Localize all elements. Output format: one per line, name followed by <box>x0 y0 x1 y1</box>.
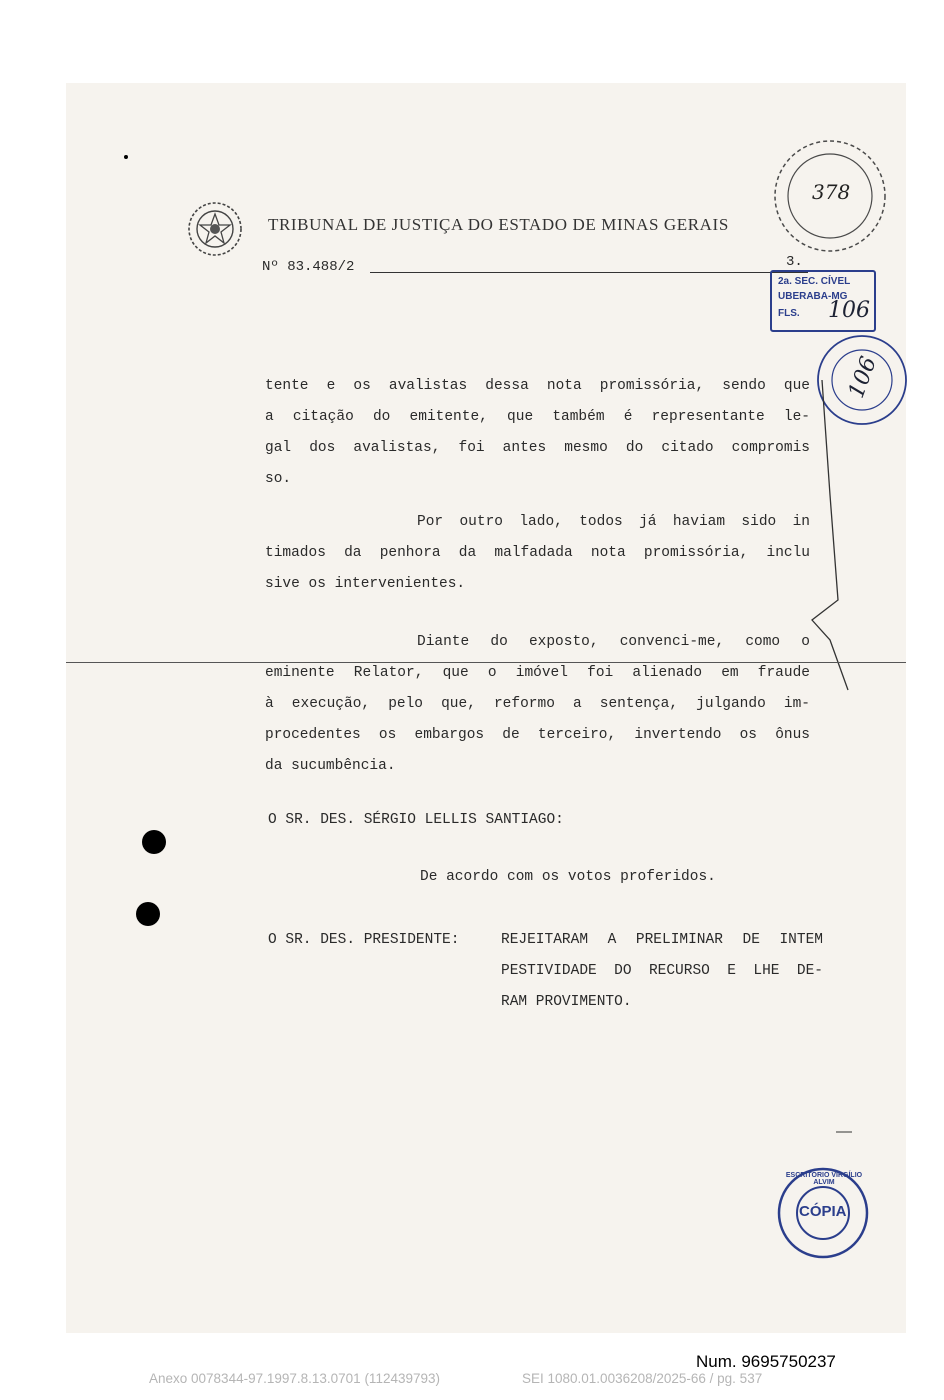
text-line: a citação do emitente, que também é representante le- <box>265 409 810 425</box>
margin-scribble <box>812 380 848 690</box>
speck <box>124 155 128 159</box>
court-header: TRIBUNAL DE JUSTIÇA DO ESTADO DE MINAS GERAIS <box>268 215 729 234</box>
side-circle-handwriting: 106 <box>844 353 882 402</box>
text-line: Por outro lado, todos já haviam sido in <box>417 514 810 530</box>
document-number: Num. 9695750237 <box>696 1352 836 1371</box>
speaker-1-vote <box>420 862 944 893</box>
speaker-name: O SR. DES. SÉRGIO LELLIS SANTIAGO: <box>268 812 564 828</box>
case-number: Nº 83.488/2 <box>262 259 355 275</box>
speaker-2-decision <box>501 925 823 1018</box>
text-line: sive os intervenientes. <box>265 576 466 592</box>
paragraph-1 <box>265 371 810 495</box>
text-line: Diante do exposto, convenci-me, como o <box>417 634 810 650</box>
text-line: gal dos avalistas, foi antes mesmo do citado compromis <box>265 440 810 456</box>
fold-line <box>66 662 906 663</box>
text-line: PESTIVIDADE DO RECURSO E LHE DE- <box>501 963 823 979</box>
text-line: so. <box>265 471 292 487</box>
text-line: RAM PROVIMENTO. <box>501 994 632 1010</box>
vote-text: De acordo com os votos proferidos. <box>420 869 716 885</box>
top-circle-handwriting: 378 <box>812 180 851 204</box>
text-line: da sucumbência. <box>265 758 396 774</box>
speaker-2-heading <box>268 925 498 956</box>
punch-hole <box>136 902 160 926</box>
section-stamp-box <box>770 270 876 332</box>
speaker-name: O SR. DES. PRESIDENTE: <box>268 932 460 948</box>
annex-reference: Anexo 0078344-97.1997.8.13.0701 (112439793) <box>149 1371 441 1386</box>
speaker-1-heading <box>268 805 818 836</box>
copy-stamp-ring-text: ESCRITÓRIO VIRGÍLIO ALVIM <box>785 1172 863 1186</box>
page-number: 3. <box>786 254 803 270</box>
punch-hole <box>142 830 166 854</box>
stamp-folio-handwriting: 106 <box>828 298 870 323</box>
paragraph-3 <box>265 658 810 782</box>
copy-stamp-center: CÓPIA <box>799 1203 847 1220</box>
sei-reference: SEI 1080.01.0036208/2025-66 / pg. 537 <box>522 1371 763 1386</box>
stamp-city-label: UBERABA-MG <box>778 291 848 302</box>
text-line: REJEITARAM A PRELIMINAR DE INTEM <box>501 932 823 948</box>
paragraph-2 <box>265 538 810 600</box>
text-line: procedentes os embargos de terceiro, invertendo os ônus <box>265 727 810 743</box>
stamp-section-label: 2a. SEC. CÍVEL <box>778 276 851 287</box>
paragraph-3-first <box>417 627 810 658</box>
text-line: eminente Relator, que o imóvel foi alienado em fraude <box>265 665 810 681</box>
paragraph-2-first <box>417 507 810 538</box>
text-line: à execução, pelo que, reformo a sentença, julgando im- <box>265 696 810 712</box>
stamp-fls-label: FLS. <box>778 308 800 319</box>
text-line: timados da penhora da malfadada nota promissória, inclu <box>265 545 810 561</box>
text-line: tente e os avalistas dessa nota promissória, sendo que <box>265 378 810 394</box>
